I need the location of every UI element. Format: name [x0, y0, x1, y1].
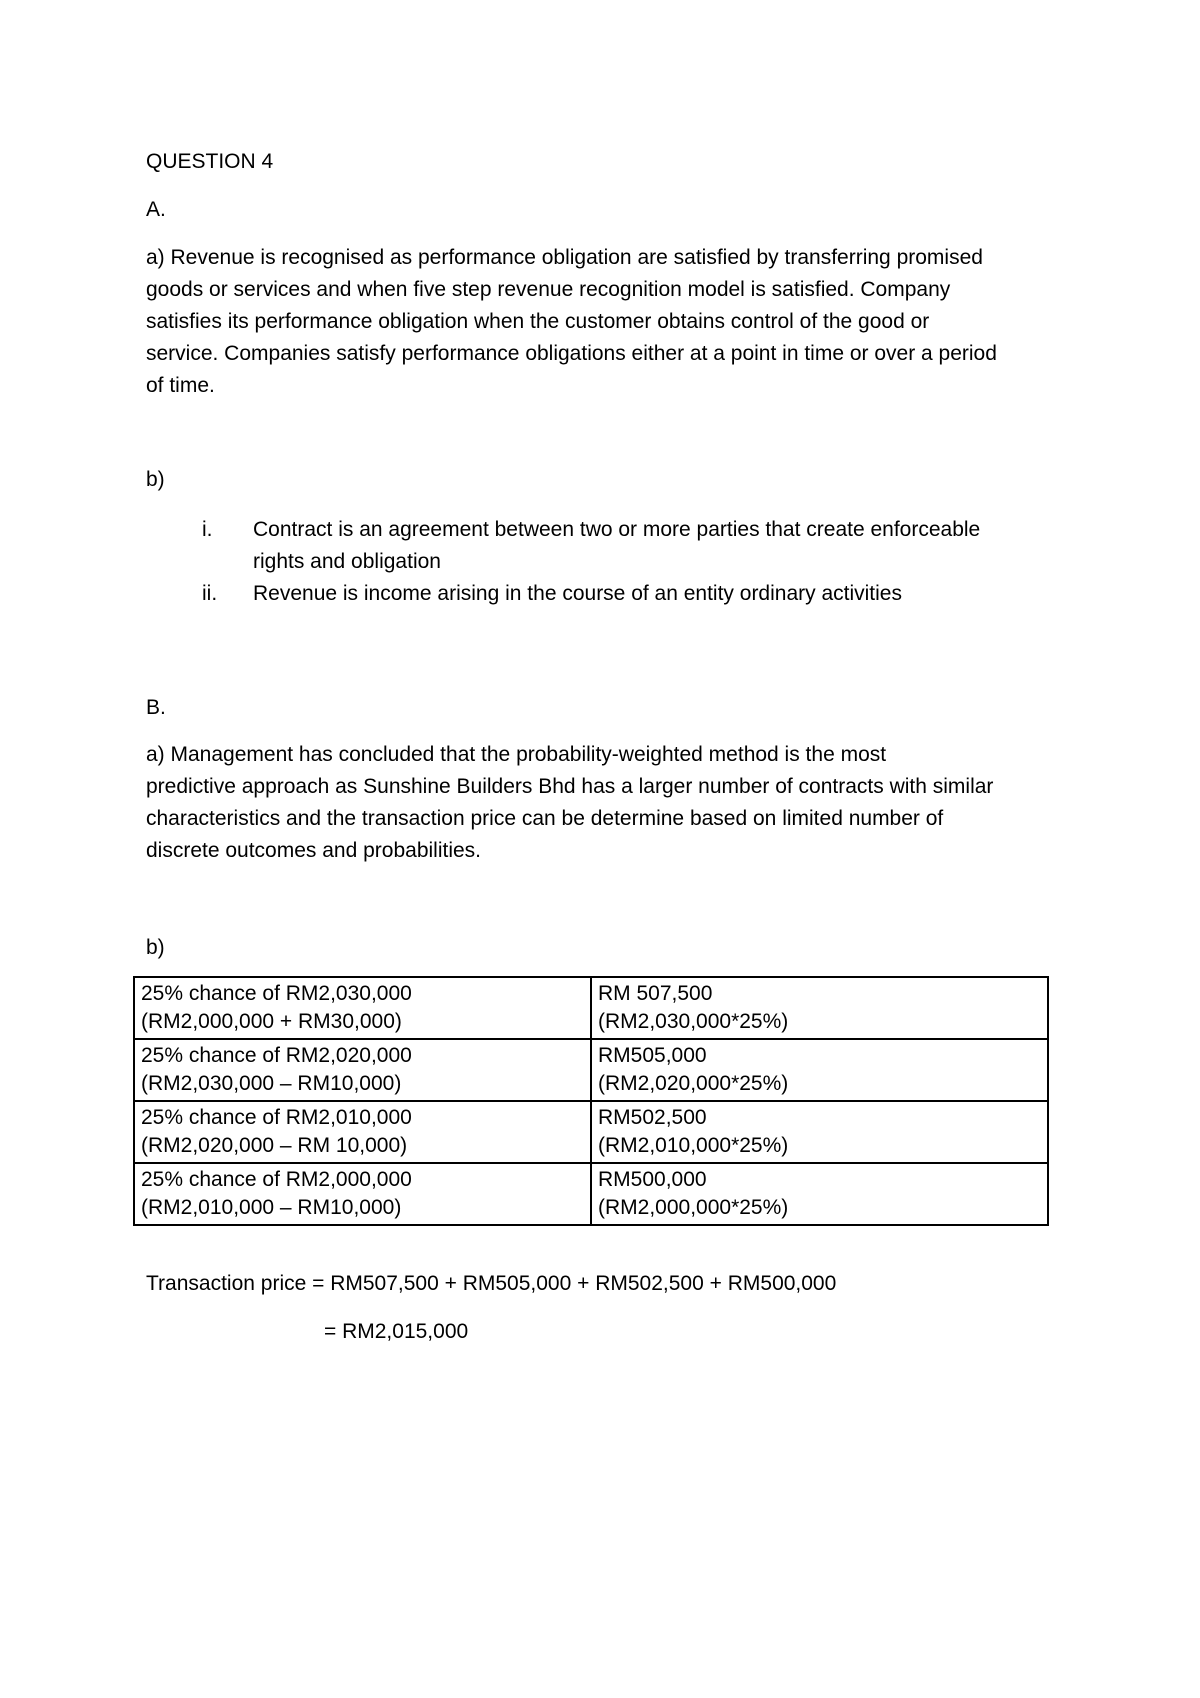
- list-item-number: ii.: [202, 582, 218, 605]
- table-cell-weighted-value: [591, 1039, 1048, 1101]
- list-item-number: i.: [202, 518, 213, 541]
- table-cell-outcome: [134, 1163, 591, 1225]
- table-row: [134, 1163, 1048, 1225]
- cell-line: 25% chance of RM2,020,000: [141, 1044, 412, 1067]
- table-cell-outcome: [134, 1039, 591, 1101]
- paragraph-line: a) Management has concluded that the probability-weighted method is the most: [146, 743, 887, 766]
- table-row: [134, 1101, 1048, 1163]
- table-row: [134, 977, 1048, 1039]
- paragraph-line: service. Companies satisfy performance obligations either at a point in time or over a period: [146, 342, 997, 365]
- list-item-line: Contract is an agreement between two or more parties that create enforceable: [253, 518, 981, 541]
- cell-line: RM502,500: [598, 1106, 707, 1129]
- cell-line: (RM2,000,000 + RM30,000): [141, 1010, 402, 1033]
- cell-line: (RM2,020,000*25%): [598, 1072, 789, 1095]
- table-cell-outcome: [134, 1101, 591, 1163]
- table-cell-weighted-value: [591, 977, 1048, 1039]
- table-cell-weighted-value: [591, 1163, 1048, 1225]
- cell-line: (RM2,010,000*25%): [598, 1134, 789, 1157]
- cell-line: 25% chance of RM2,030,000: [141, 982, 412, 1005]
- section-b-part-b-label: b): [146, 936, 165, 959]
- table-cell-outcome: [134, 977, 591, 1039]
- transaction-price-total: = RM2,015,000: [324, 1320, 469, 1343]
- list-item-line: Revenue is income arising in the course of an entity ordinary activities: [253, 582, 902, 605]
- list-item-text: [253, 578, 1073, 610]
- section-b-label: B.: [146, 696, 166, 719]
- cell-line: (RM2,020,000 – RM 10,000): [141, 1134, 408, 1157]
- cell-line: RM 507,500: [598, 982, 713, 1005]
- table-row: [134, 1039, 1048, 1101]
- cell-line: RM505,000: [598, 1044, 707, 1067]
- cell-line: (RM2,010,000 – RM10,000): [141, 1196, 402, 1219]
- paragraph-line: predictive approach as Sunshine Builders Bhd has a larger number of contracts with similar: [146, 775, 994, 798]
- paragraph-line: discrete outcomes and probabilities.: [146, 839, 482, 862]
- list-item-line: rights and obligation: [253, 550, 441, 573]
- page-title: QUESTION 4: [146, 150, 274, 173]
- paragraph-line: characteristics and the transaction price can be determine based on limited number of: [146, 807, 944, 830]
- section-a-label: A.: [146, 198, 166, 221]
- transaction-price-line: Transaction price = RM507,500 + RM505,000 + RM502,500 + RM500,000: [146, 1272, 837, 1295]
- section-a-part-b-label: b): [146, 468, 165, 491]
- cell-line: (RM2,000,000*25%): [598, 1196, 789, 1219]
- paragraph-line: of time.: [146, 374, 215, 397]
- paragraph-line: a) Revenue is recognised as performance obligation are satisfied by transferring promised: [146, 246, 983, 269]
- table-cell-weighted-value: [591, 1101, 1048, 1163]
- cell-line: (RM2,030,000 – RM10,000): [141, 1072, 402, 1095]
- cell-line: 25% chance of RM2,010,000: [141, 1106, 412, 1129]
- probability-table: [133, 976, 1049, 1226]
- cell-line: (RM2,030,000*25%): [598, 1010, 789, 1033]
- paragraph-line: satisfies its performance obligation when the customer obtains control of the good or: [146, 310, 930, 333]
- section-b-part-a-paragraph: [146, 739, 1076, 867]
- cell-line: 25% chance of RM2,000,000: [141, 1168, 412, 1191]
- section-a-part-a-paragraph: [146, 242, 1076, 402]
- list-item-text: [253, 514, 1073, 578]
- cell-line: RM500,000: [598, 1168, 707, 1191]
- paragraph-line: goods or services and when five step revenue recognition model is satisfied. Company: [146, 278, 951, 301]
